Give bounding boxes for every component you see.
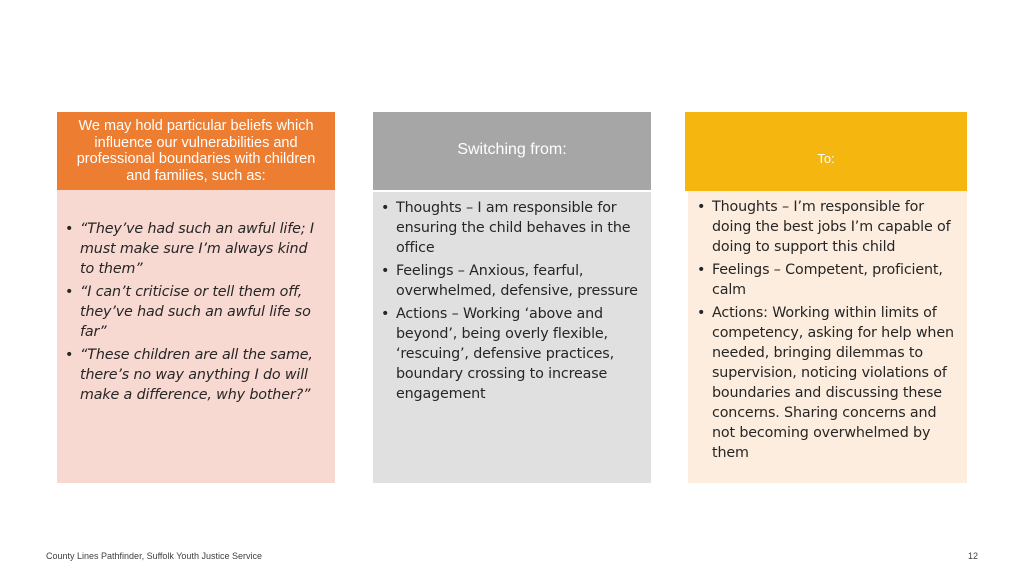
footer-source: County Lines Pathfinder, Suffolk Youth Justice Service [46,551,262,561]
switching-from-column [373,112,651,483]
beliefs-header-text: We may hold particular beliefs which influence our vulnerabilities and professional boundaries with children and families, such as: [76,118,316,184]
switching-to-header [685,112,967,191]
list-item: • Thoughts – I am responsible for ensuring the child behaves in the office [381,198,643,258]
list-item: • “These children are all the same, there’s no way anything I do will make a difference, why bother?” [65,345,325,405]
switching-from-header [373,112,651,190]
list-item: • Feelings – Competent, proficient, calm [697,260,961,300]
list-item: • Feelings – Anxious, fearful, overwhelmed, defensive, pressure [381,261,643,301]
beliefs-column [57,112,335,483]
list-item: • “They’ve had such an awful life; I must make sure I’m always kind to them” [65,219,325,279]
list-item: • Thoughts – I’m responsible for doing the best jobs I’m capable of doing to support this child [697,197,961,257]
page-number: 12 [967,551,978,561]
switching-from-header-text: Switching from: [457,141,567,158]
list-item: • Actions: Working within limits of competency, asking for help when needed, bringing dilemmas to supervision, noticing violations of boundaries and discussing these concerns. Sharing concerns and not becoming overwhelmed by them [697,303,961,463]
beliefs-header [57,112,335,190]
switching-from-body [373,190,651,483]
switching-from-list [381,198,643,404]
switching-to-column [685,112,967,483]
list-item: • “I can’t criticise or tell them off, they’ve had such an awful life so far” [65,282,325,342]
switching-to-body [688,191,967,483]
beliefs-body [57,190,335,483]
switching-to-header-text: To: [817,151,835,166]
list-item: • Actions – Working ‘above and beyond’, being overly flexible, ‘rescuing’, defensive practices, boundary crossing to increase engagement [381,304,643,404]
switching-to-list [697,197,961,463]
beliefs-list [65,219,325,405]
